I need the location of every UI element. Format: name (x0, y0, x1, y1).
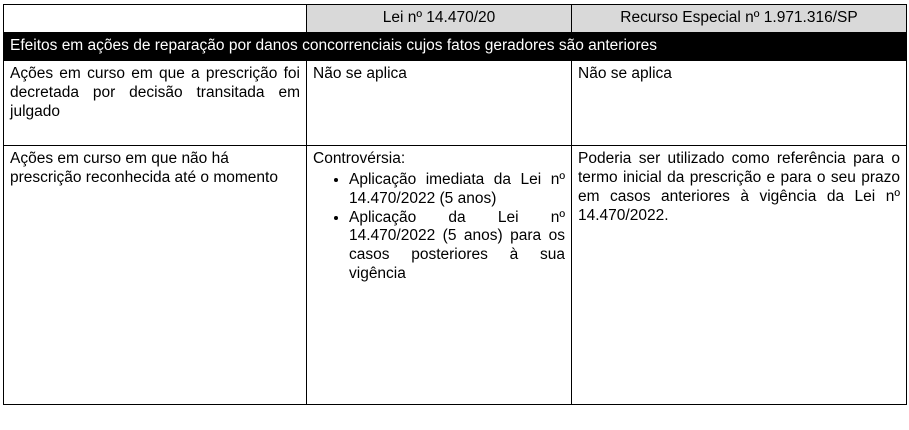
row2-col-lei (307, 145, 572, 404)
controversy-bullet-list (313, 171, 565, 284)
table-header-row (4, 5, 907, 33)
list-item: • Aplicação da Lei nº 14.470/2022 (5 anos) para os casos posteriores à sua vigência (349, 209, 565, 285)
row1-col-lei: Não se aplica (307, 60, 572, 145)
header-cell-empty (4, 5, 307, 33)
comparison-table (3, 4, 907, 405)
banner-text: Efeitos em ações de reparação por danos concorrenciais cujos fatos geradores são anteriores (4, 32, 907, 60)
table-row (4, 145, 907, 404)
table-banner-row (4, 32, 907, 60)
header-cell-lei: Lei nº 14.470/20 (307, 5, 572, 33)
table-row (4, 60, 907, 145)
row1-col-recurso: Não se aplica (572, 60, 907, 145)
row2-col-recurso: Poderia ser utilizado como referência para o termo inicial da prescrição e para o seu prazo em casos anteriores à vigência da Lei nº 14.470/2022. (572, 145, 907, 404)
list-item: • Aplicação imediata da Lei nº 14.470/2022 (5 anos) (349, 171, 565, 209)
row-label-1: Ações em curso em que a prescrição foi decretada por decisão transitada em julgado (4, 60, 307, 145)
header-cell-recurso: Recurso Especial nº 1.971.316/SP (572, 5, 907, 33)
row-label-2: Ações em curso em que não há prescrição reconhecida até o momento (4, 145, 307, 404)
controversy-label: Controvérsia: (313, 149, 406, 167)
